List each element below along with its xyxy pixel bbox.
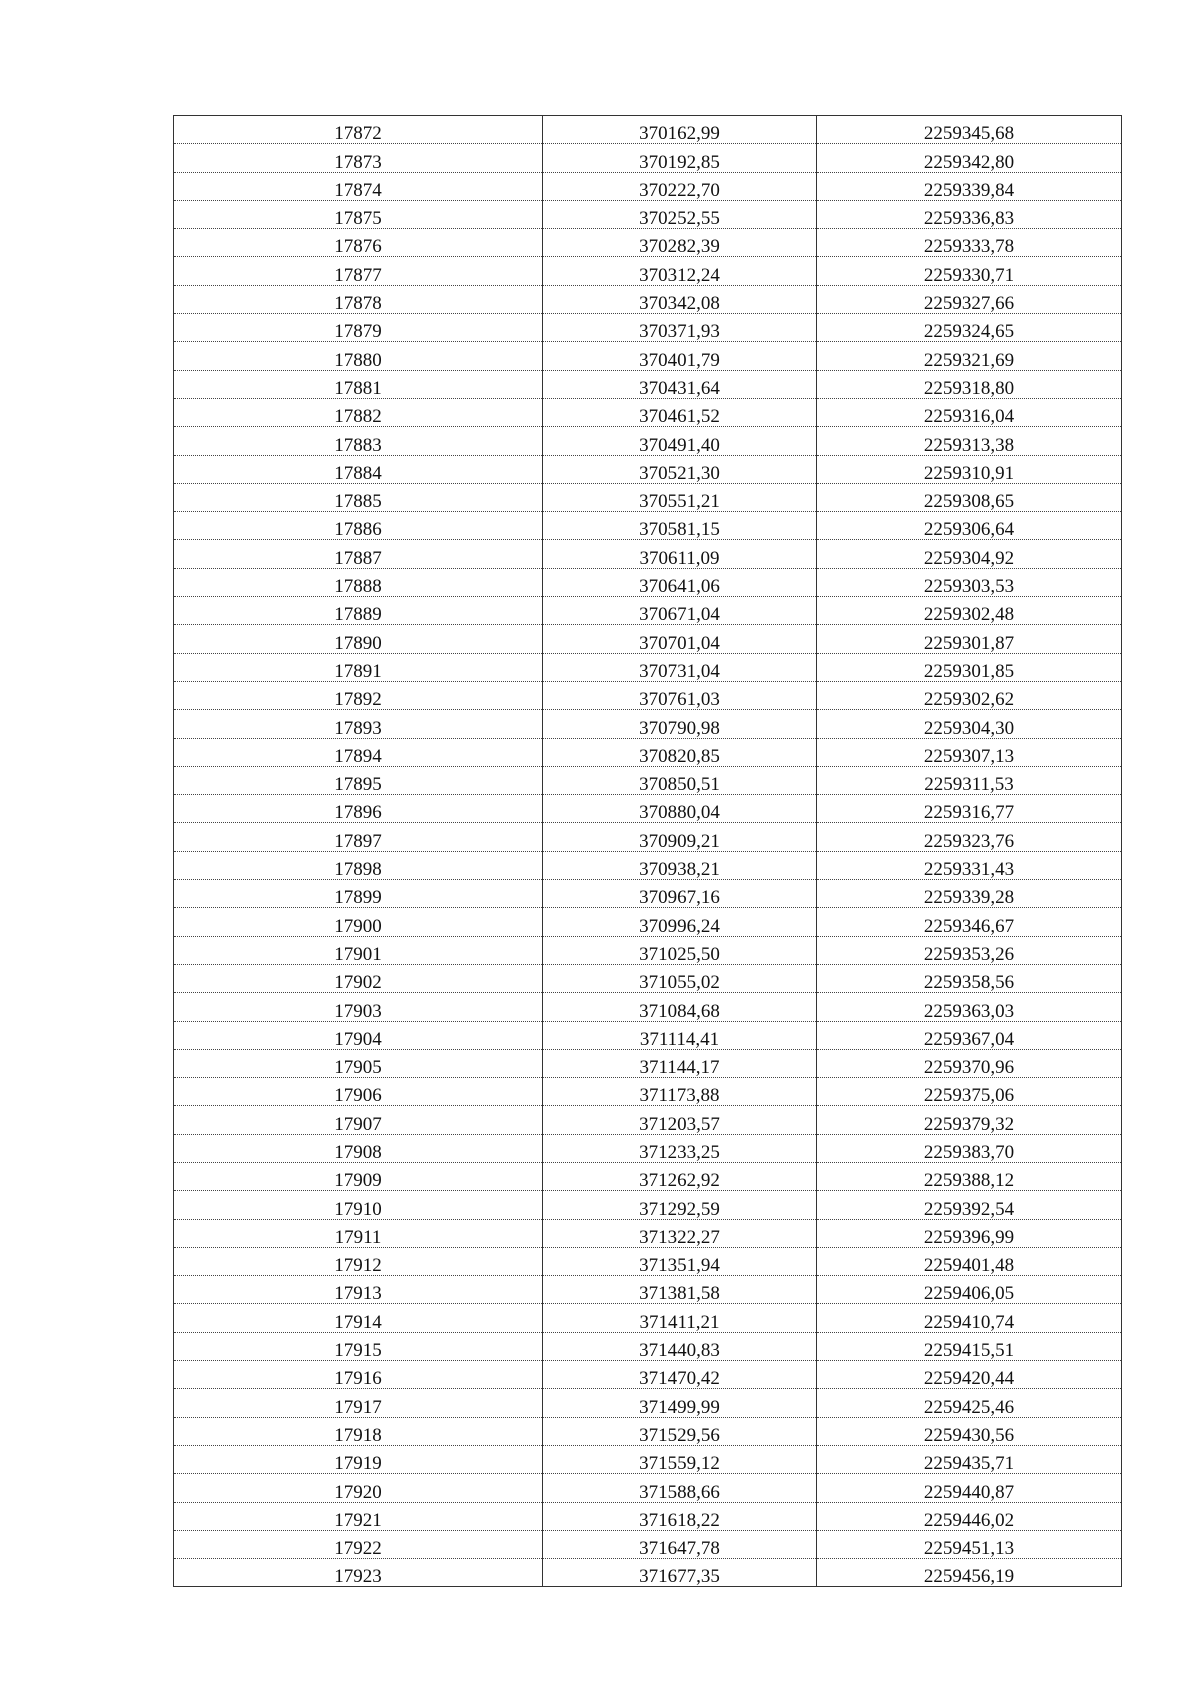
x-coordinate-cell: 370967,16 — [543, 880, 817, 908]
y-coordinate-cell: 2259313,38 — [817, 427, 1122, 455]
y-coordinate-cell: 2259446,02 — [817, 1502, 1122, 1530]
y-coordinate-cell: 2259383,70 — [817, 1134, 1122, 1162]
table-row — [174, 398, 1122, 426]
y-coordinate-cell: 2259303,53 — [817, 568, 1122, 596]
point-number-cell: 17886 — [174, 512, 543, 540]
table-row — [174, 1389, 1122, 1417]
point-number-cell: 17915 — [174, 1332, 543, 1360]
point-number-cell: 17872 — [174, 116, 543, 144]
table-row — [174, 710, 1122, 738]
table-row — [174, 1559, 1122, 1587]
x-coordinate-cell: 371114,41 — [543, 1021, 817, 1049]
point-number-cell: 17875 — [174, 200, 543, 228]
table-row — [174, 540, 1122, 568]
point-number-cell: 17901 — [174, 936, 543, 964]
x-coordinate-cell: 370162,99 — [543, 116, 817, 144]
point-number-cell: 17909 — [174, 1162, 543, 1190]
x-coordinate-cell: 370701,04 — [543, 625, 817, 653]
x-coordinate-cell: 370491,40 — [543, 427, 817, 455]
y-coordinate-cell: 2259307,13 — [817, 738, 1122, 766]
y-coordinate-cell: 2259304,92 — [817, 540, 1122, 568]
x-coordinate-cell: 370641,06 — [543, 568, 817, 596]
x-coordinate-cell: 370401,79 — [543, 342, 817, 370]
y-coordinate-cell: 2259375,06 — [817, 1078, 1122, 1106]
point-number-cell: 17896 — [174, 795, 543, 823]
x-coordinate-cell: 371411,21 — [543, 1304, 817, 1332]
y-coordinate-cell: 2259302,48 — [817, 597, 1122, 625]
point-number-cell: 17923 — [174, 1559, 543, 1587]
point-number-cell: 17877 — [174, 257, 543, 285]
coordinates-table — [173, 115, 1122, 1587]
y-coordinate-cell: 2259388,12 — [817, 1162, 1122, 1190]
x-coordinate-cell: 370461,52 — [543, 398, 817, 426]
point-number-cell: 17881 — [174, 370, 543, 398]
point-number-cell: 17879 — [174, 314, 543, 342]
point-number-cell: 17913 — [174, 1276, 543, 1304]
table-row — [174, 738, 1122, 766]
y-coordinate-cell: 2259392,54 — [817, 1191, 1122, 1219]
point-number-cell: 17889 — [174, 597, 543, 625]
table-row — [174, 285, 1122, 313]
point-number-cell: 17883 — [174, 427, 543, 455]
table-row — [174, 1134, 1122, 1162]
table-row — [174, 795, 1122, 823]
x-coordinate-cell: 371470,42 — [543, 1361, 817, 1389]
table-row — [174, 1530, 1122, 1558]
y-coordinate-cell: 2259336,83 — [817, 200, 1122, 228]
y-coordinate-cell: 2259363,03 — [817, 993, 1122, 1021]
table-row — [174, 766, 1122, 794]
y-coordinate-cell: 2259330,71 — [817, 257, 1122, 285]
y-coordinate-cell: 2259379,32 — [817, 1106, 1122, 1134]
x-coordinate-cell: 371351,94 — [543, 1247, 817, 1275]
y-coordinate-cell: 2259358,56 — [817, 964, 1122, 992]
y-coordinate-cell: 2259353,26 — [817, 936, 1122, 964]
table-row — [174, 116, 1122, 144]
table-row — [174, 597, 1122, 625]
point-number-cell: 17905 — [174, 1049, 543, 1077]
point-number-cell: 17880 — [174, 342, 543, 370]
point-number-cell: 17907 — [174, 1106, 543, 1134]
x-coordinate-cell: 371529,56 — [543, 1417, 817, 1445]
table-row — [174, 427, 1122, 455]
table-row — [174, 908, 1122, 936]
point-number-cell: 17912 — [174, 1247, 543, 1275]
table-row — [174, 1247, 1122, 1275]
y-coordinate-cell: 2259435,71 — [817, 1445, 1122, 1473]
y-coordinate-cell: 2259339,84 — [817, 172, 1122, 200]
table-row — [174, 1502, 1122, 1530]
y-coordinate-cell: 2259304,30 — [817, 710, 1122, 738]
y-coordinate-cell: 2259311,53 — [817, 766, 1122, 794]
x-coordinate-cell: 371677,35 — [543, 1559, 817, 1587]
point-number-cell: 17903 — [174, 993, 543, 1021]
table-row — [174, 1162, 1122, 1190]
y-coordinate-cell: 2259451,13 — [817, 1530, 1122, 1558]
table-row — [174, 1332, 1122, 1360]
point-number-cell: 17919 — [174, 1445, 543, 1473]
x-coordinate-cell: 370252,55 — [543, 200, 817, 228]
x-coordinate-cell: 371381,58 — [543, 1276, 817, 1304]
y-coordinate-cell: 2259316,04 — [817, 398, 1122, 426]
x-coordinate-cell: 371559,12 — [543, 1445, 817, 1473]
point-number-cell: 17874 — [174, 172, 543, 200]
x-coordinate-cell: 371262,92 — [543, 1162, 817, 1190]
x-coordinate-cell: 371618,22 — [543, 1502, 817, 1530]
table-row — [174, 1021, 1122, 1049]
table-row — [174, 823, 1122, 851]
x-coordinate-cell: 370996,24 — [543, 908, 817, 936]
x-coordinate-cell: 371499,99 — [543, 1389, 817, 1417]
y-coordinate-cell: 2259316,77 — [817, 795, 1122, 823]
point-number-cell: 17892 — [174, 681, 543, 709]
y-coordinate-cell: 2259324,65 — [817, 314, 1122, 342]
x-coordinate-cell: 371233,25 — [543, 1134, 817, 1162]
table-row — [174, 1304, 1122, 1332]
point-number-cell: 17910 — [174, 1191, 543, 1219]
y-coordinate-cell: 2259415,51 — [817, 1332, 1122, 1360]
y-coordinate-cell: 2259302,62 — [817, 681, 1122, 709]
x-coordinate-cell: 371322,27 — [543, 1219, 817, 1247]
table-row — [174, 1078, 1122, 1106]
point-number-cell: 17918 — [174, 1417, 543, 1445]
table-row — [174, 1106, 1122, 1134]
y-coordinate-cell: 2259323,76 — [817, 823, 1122, 851]
table-row — [174, 653, 1122, 681]
point-number-cell: 17900 — [174, 908, 543, 936]
y-coordinate-cell: 2259331,43 — [817, 851, 1122, 879]
x-coordinate-cell: 370938,21 — [543, 851, 817, 879]
point-number-cell: 17894 — [174, 738, 543, 766]
table-row — [174, 1219, 1122, 1247]
table-row — [174, 1191, 1122, 1219]
table-row — [174, 144, 1122, 172]
x-coordinate-cell: 370850,51 — [543, 766, 817, 794]
y-coordinate-cell: 2259321,69 — [817, 342, 1122, 370]
point-number-cell: 17876 — [174, 229, 543, 257]
y-coordinate-cell: 2259430,56 — [817, 1417, 1122, 1445]
x-coordinate-cell: 371440,83 — [543, 1332, 817, 1360]
point-number-cell: 17882 — [174, 398, 543, 426]
table-row — [174, 681, 1122, 709]
y-coordinate-cell: 2259308,65 — [817, 483, 1122, 511]
y-coordinate-cell: 2259318,80 — [817, 370, 1122, 398]
y-coordinate-cell: 2259333,78 — [817, 229, 1122, 257]
x-coordinate-cell: 370790,98 — [543, 710, 817, 738]
x-coordinate-cell: 371647,78 — [543, 1530, 817, 1558]
table-row — [174, 314, 1122, 342]
x-coordinate-cell: 370312,24 — [543, 257, 817, 285]
table-row — [174, 964, 1122, 992]
y-coordinate-cell: 2259306,64 — [817, 512, 1122, 540]
point-number-cell: 17902 — [174, 964, 543, 992]
point-number-cell: 17891 — [174, 653, 543, 681]
table-row — [174, 342, 1122, 370]
x-coordinate-cell: 370761,03 — [543, 681, 817, 709]
y-coordinate-cell: 2259301,87 — [817, 625, 1122, 653]
y-coordinate-cell: 2259370,96 — [817, 1049, 1122, 1077]
table-row — [174, 1445, 1122, 1473]
point-number-cell: 17906 — [174, 1078, 543, 1106]
table-row — [174, 625, 1122, 653]
x-coordinate-cell: 370820,85 — [543, 738, 817, 766]
point-number-cell: 17873 — [174, 144, 543, 172]
point-number-cell: 17904 — [174, 1021, 543, 1049]
y-coordinate-cell: 2259425,46 — [817, 1389, 1122, 1417]
x-coordinate-cell: 370880,04 — [543, 795, 817, 823]
point-number-cell: 17922 — [174, 1530, 543, 1558]
table-row — [174, 483, 1122, 511]
x-coordinate-cell: 370431,64 — [543, 370, 817, 398]
table-row — [174, 512, 1122, 540]
table-row — [174, 1417, 1122, 1445]
x-coordinate-cell: 371173,88 — [543, 1078, 817, 1106]
x-coordinate-cell: 370192,85 — [543, 144, 817, 172]
y-coordinate-cell: 2259301,85 — [817, 653, 1122, 681]
x-coordinate-cell: 370222,70 — [543, 172, 817, 200]
x-coordinate-cell: 370521,30 — [543, 455, 817, 483]
table-row — [174, 1474, 1122, 1502]
point-number-cell: 17917 — [174, 1389, 543, 1417]
point-number-cell: 17897 — [174, 823, 543, 851]
x-coordinate-cell: 371055,02 — [543, 964, 817, 992]
y-coordinate-cell: 2259327,66 — [817, 285, 1122, 313]
x-coordinate-cell: 371203,57 — [543, 1106, 817, 1134]
coordinates-table-body — [174, 116, 1122, 1587]
y-coordinate-cell: 2259456,19 — [817, 1559, 1122, 1587]
y-coordinate-cell: 2259396,99 — [817, 1219, 1122, 1247]
point-number-cell: 17885 — [174, 483, 543, 511]
point-number-cell: 17890 — [174, 625, 543, 653]
x-coordinate-cell: 370671,04 — [543, 597, 817, 625]
table-row — [174, 370, 1122, 398]
y-coordinate-cell: 2259410,74 — [817, 1304, 1122, 1332]
point-number-cell: 17895 — [174, 766, 543, 794]
x-coordinate-cell: 371025,50 — [543, 936, 817, 964]
point-number-cell: 17887 — [174, 540, 543, 568]
table-row — [174, 229, 1122, 257]
x-coordinate-cell: 371292,59 — [543, 1191, 817, 1219]
table-row — [174, 455, 1122, 483]
point-number-cell: 17888 — [174, 568, 543, 596]
y-coordinate-cell: 2259406,05 — [817, 1276, 1122, 1304]
table-row — [174, 172, 1122, 200]
point-number-cell: 17878 — [174, 285, 543, 313]
point-number-cell: 17899 — [174, 880, 543, 908]
x-coordinate-cell: 370371,93 — [543, 314, 817, 342]
y-coordinate-cell: 2259342,80 — [817, 144, 1122, 172]
x-coordinate-cell: 370581,15 — [543, 512, 817, 540]
table-row — [174, 1361, 1122, 1389]
x-coordinate-cell: 370731,04 — [543, 653, 817, 681]
table-row — [174, 851, 1122, 879]
x-coordinate-cell: 370611,09 — [543, 540, 817, 568]
table-row — [174, 880, 1122, 908]
point-number-cell: 17911 — [174, 1219, 543, 1247]
point-number-cell: 17898 — [174, 851, 543, 879]
x-coordinate-cell: 370282,39 — [543, 229, 817, 257]
table-row — [174, 1049, 1122, 1077]
y-coordinate-cell: 2259339,28 — [817, 880, 1122, 908]
y-coordinate-cell: 2259440,87 — [817, 1474, 1122, 1502]
point-number-cell: 17884 — [174, 455, 543, 483]
point-number-cell: 17908 — [174, 1134, 543, 1162]
y-coordinate-cell: 2259401,48 — [817, 1247, 1122, 1275]
y-coordinate-cell: 2259346,67 — [817, 908, 1122, 936]
x-coordinate-cell: 371084,68 — [543, 993, 817, 1021]
point-number-cell: 17914 — [174, 1304, 543, 1332]
x-coordinate-cell: 370342,08 — [543, 285, 817, 313]
x-coordinate-cell: 370551,21 — [543, 483, 817, 511]
y-coordinate-cell: 2259420,44 — [817, 1361, 1122, 1389]
table-row — [174, 257, 1122, 285]
y-coordinate-cell: 2259367,04 — [817, 1021, 1122, 1049]
y-coordinate-cell: 2259345,68 — [817, 116, 1122, 144]
x-coordinate-cell: 370909,21 — [543, 823, 817, 851]
x-coordinate-cell: 371588,66 — [543, 1474, 817, 1502]
point-number-cell: 17893 — [174, 710, 543, 738]
table-row — [174, 568, 1122, 596]
point-number-cell: 17916 — [174, 1361, 543, 1389]
x-coordinate-cell: 371144,17 — [543, 1049, 817, 1077]
table-row — [174, 936, 1122, 964]
point-number-cell: 17920 — [174, 1474, 543, 1502]
point-number-cell: 17921 — [174, 1502, 543, 1530]
y-coordinate-cell: 2259310,91 — [817, 455, 1122, 483]
table-row — [174, 1276, 1122, 1304]
table-row — [174, 993, 1122, 1021]
table-row — [174, 200, 1122, 228]
